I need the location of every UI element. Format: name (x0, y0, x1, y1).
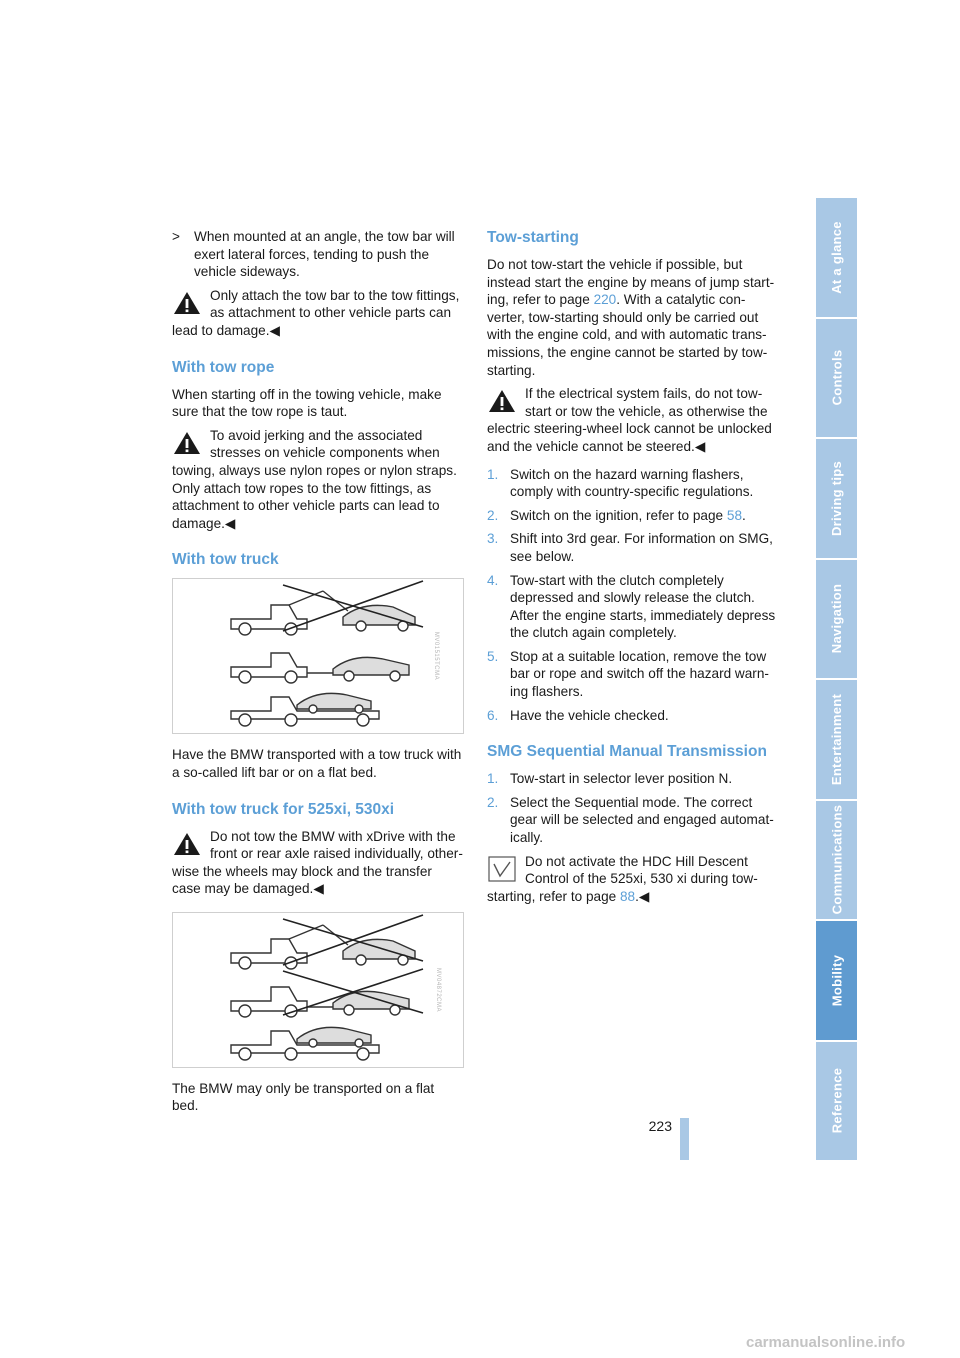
list-text: Have the vehicle checked. (510, 707, 669, 723)
list-number: 6. (487, 707, 499, 723)
left-column (172, 228, 464, 1121)
tab-label: Mobility (829, 954, 845, 1007)
end-mark: ◀ (224, 515, 236, 531)
page-link-88[interactable]: 88 (620, 888, 636, 904)
list-text: Switch on the ignition, refer to page (510, 507, 727, 523)
paragraph: The BMW may only be transported on a flat bed. (172, 1080, 435, 1114)
note-check-icon (487, 855, 517, 883)
tow-truck-xi-illustration (173, 913, 463, 1067)
tab-label: Entertainment (829, 693, 844, 785)
paragraph: When starting off in the towing vehicle, make sure that the tow rope is taut. (172, 386, 442, 420)
list-number: 1. (487, 466, 499, 482)
list-text: Select the Sequential mode. The correct gear will be selected and engaged automat-ically. (510, 794, 774, 846)
heading-tow-rope: With tow rope (172, 358, 275, 376)
warning-text-rest: towing, always use nylon ropes or nylon straps. Only attach tow ropes to the tow fittings, as attachment to other vehicle parts can lead to damage. (172, 462, 457, 531)
list-item (487, 466, 782, 501)
text: Do not tow-start the vehicle if possible, but instead start the engine by means of jump start-ing, refer to page (487, 257, 775, 308)
list-item (487, 770, 782, 788)
warning-note (172, 828, 464, 898)
tab-label: Navigation (829, 584, 844, 654)
warning-triangle-icon (487, 387, 517, 415)
list-number: 4. (487, 572, 499, 588)
page-number-bar (680, 1118, 689, 1160)
list-item (487, 648, 782, 701)
warning-text-rest: wise the wheels may block and the transfer case may be damaged. (172, 863, 432, 897)
list-number: 5. (487, 648, 499, 664)
tab-at-a-glance[interactable] (816, 198, 857, 319)
figure-code: MV01515TCMA (432, 632, 439, 681)
bullet-text: When mounted at an angle, the tow bar will exert lateral forces, tending to push the vehicle sideways. (194, 229, 455, 280)
end-mark: ◀ (313, 881, 324, 897)
heading-tow-truck-xi: With tow truck for 525xi, 530xi (172, 800, 395, 818)
list-text: Stop at a suitable location, remove the tow bar or rope and switch off the hazard warn-ing flashers. (510, 648, 769, 700)
tow-truck-xi-figure (172, 912, 464, 1068)
list-number: 2. (487, 507, 499, 523)
list-text: Tow-start with the clutch completely depressed and slowly release the clutch. After the engine starts, immediately depress the clutch again completely. (510, 572, 776, 641)
list-text: Shift into 3rd gear. For information on SMG, see below. (510, 531, 773, 564)
watermark: carmanualsonline.info (746, 1334, 906, 1351)
heading-smg: SMG Sequential Manual Transmission (487, 743, 767, 761)
text: . With a catalytic con-verter, tow-starting should only be carried out with the engine cold, and with automatic trans-missions, the engine cannot be started by tow-starting. (487, 292, 768, 378)
page-link-220[interactable]: 220 (593, 292, 617, 308)
heading-tow-truck: With tow truck (172, 551, 279, 569)
warning-text-rest: electric steering-wheel lock cannot be unlocked and the vehicle cannot be steered. (487, 421, 772, 454)
warning-note (172, 427, 464, 533)
tab-label: At a glance (829, 220, 844, 294)
end-mark: ◀ (269, 322, 280, 338)
warning-text-first: Only attach the tow bar to the tow fittings, as attachment to other vehicle parts can (210, 287, 460, 321)
warning-triangle-icon (172, 830, 202, 858)
chapter-tabs (816, 198, 857, 1160)
note-text-first: Do not activate the HDC Hill Descent Control of the 525xi, 530 xi during tow- (525, 853, 758, 887)
tab-label: Reference (829, 1067, 845, 1134)
tab-entertainment[interactable] (816, 680, 857, 801)
note-text-rest: starting, refer to page (487, 888, 620, 904)
end-mark: ◀ (638, 888, 650, 904)
list-item (487, 507, 782, 525)
tow-truck-figure (172, 578, 464, 734)
tab-navigation[interactable] (816, 560, 857, 681)
bullet-item (172, 228, 464, 281)
list-item (487, 707, 782, 725)
page-number: 223 (648, 1118, 672, 1134)
bullet-marker: > (172, 229, 180, 244)
list-item (487, 530, 782, 565)
list-number: 3. (487, 531, 499, 547)
paragraph (487, 256, 782, 379)
tab-mobility[interactable] (816, 921, 857, 1042)
tab-controls[interactable] (816, 319, 857, 440)
figure-code: MV04872CMA (434, 967, 441, 1012)
list-text: Switch on the hazard warning flashers, comply with country-specific regulations. (510, 466, 754, 500)
tab-reference[interactable] (816, 1042, 857, 1161)
warning-note (487, 385, 782, 455)
list-text: . (742, 507, 746, 523)
warning-triangle-icon (172, 289, 202, 317)
warning-triangle-icon (172, 429, 202, 457)
tab-label: Driving tips (829, 460, 845, 536)
warning-text-first: To avoid jerking and the associated stresses on vehicle components when (210, 427, 440, 461)
heading-tow-starting: Tow-starting (487, 229, 579, 246)
warning-text-first: If the electrical system fails, do not tow-start or tow the vehicle, as otherwise the (525, 386, 768, 419)
note-text-rest: . (635, 888, 639, 904)
page-link-58[interactable]: 58 (726, 507, 743, 523)
warning-text-first: Do not tow the BMW with xDrive with the front or rear axle raised individually, other- (210, 828, 463, 862)
paragraph: Have the BMW transported with a tow truck with a so-called lift bar or on a flat bed. (172, 747, 462, 780)
warning-text-rest: lead to damage. (172, 322, 270, 338)
info-note (487, 853, 782, 906)
tab-driving-tips[interactable] (816, 439, 857, 560)
tab-label: Controls (829, 349, 844, 406)
list-number: 1. (487, 771, 499, 787)
warning-note (172, 287, 464, 340)
end-mark: ◀ (694, 438, 706, 454)
list-item (487, 572, 782, 642)
list-number: 2. (487, 794, 499, 810)
right-column (487, 228, 782, 915)
tow-truck-illustration (173, 579, 463, 733)
tab-label: Communications (829, 804, 844, 915)
tab-communications[interactable] (816, 801, 857, 922)
list-item (487, 794, 782, 847)
list-text: Tow-start in selector lever position N. (510, 771, 733, 787)
